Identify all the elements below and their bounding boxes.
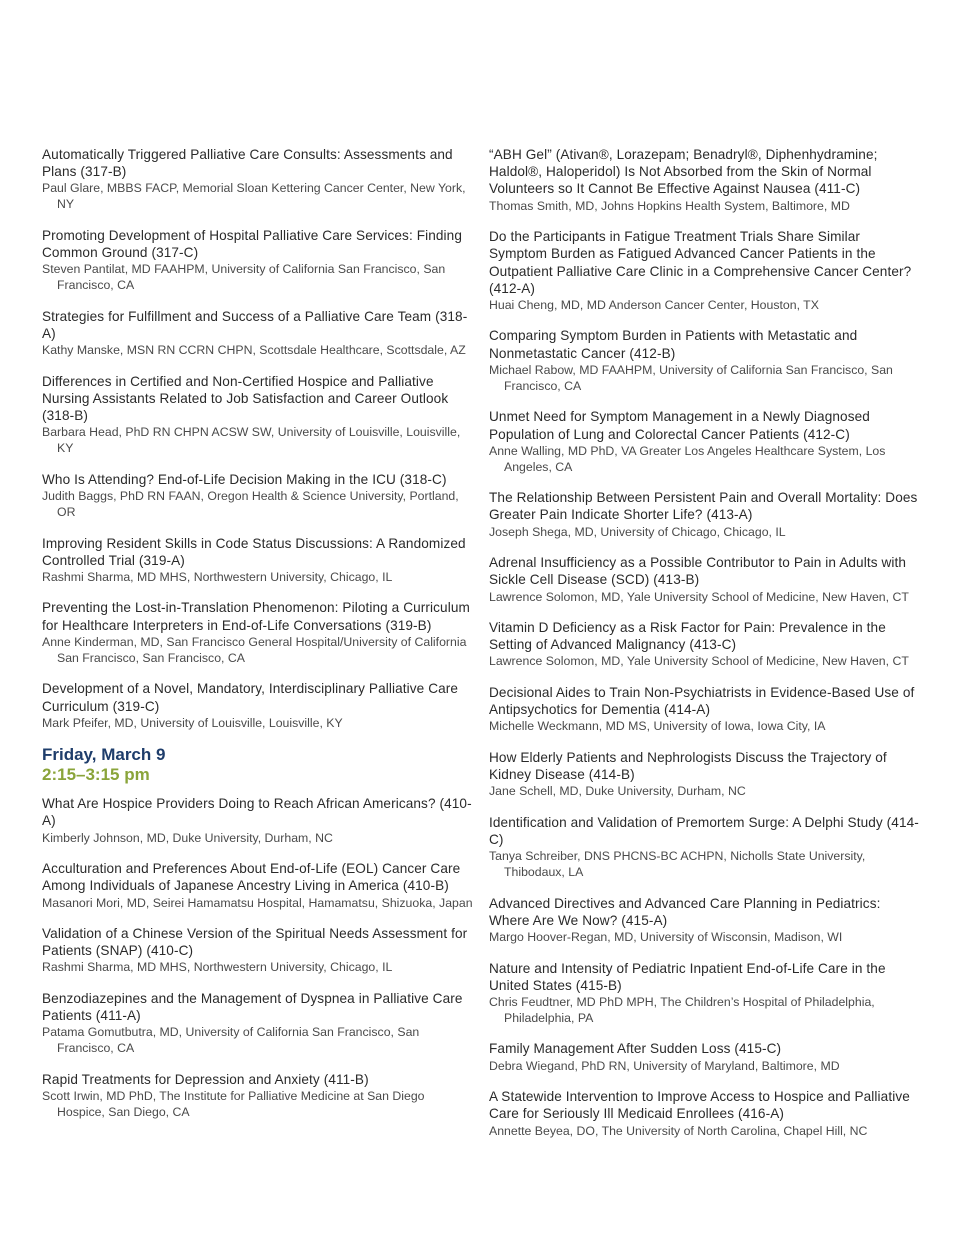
entry-author: Margo Hoover-Regan, MD, University of Wisconsin, Madison, WI: [489, 930, 843, 945]
entry-author: Mark Pfeifer, MD, University of Louisville, Louisville, KY: [42, 715, 343, 730]
entry-title: Decisional Aides to Train Non-Psychiatrists in Evidence-Based Use of Antipsychotics for Dementia (414-A): [489, 684, 915, 718]
entry-author: Lawrence Solomon, MD, Yale University School of Medicine, New Haven, CT: [489, 654, 909, 669]
session-entry: [42, 795, 474, 845]
entry-author: Huai Cheng, MD, MD Anderson Cancer Center, Houston, TX: [489, 297, 819, 312]
session-entry: [489, 749, 921, 799]
session-entry: [42, 227, 474, 293]
session-entry: [42, 990, 474, 1056]
entry-author: Barbara Head, PhD RN CHPN ACSW SW, University of Louisville, Louisville, KY: [42, 425, 461, 456]
entry-author: Judith Baggs, PhD RN FAAN, Oregon Health & Science University, Portland, OR: [42, 489, 459, 520]
session-entry: [42, 680, 474, 730]
session-entry: [489, 619, 921, 669]
session-entry: [489, 228, 921, 313]
left-column: [42, 146, 474, 1135]
session-entry: [489, 408, 921, 474]
entry-author: Steven Pantilat, MD FAAHPM, University of California San Francisco, San Francisco, CA: [42, 262, 446, 293]
entry-title: Strategies for Fulfillment and Success of a Palliative Care Team (318-A): [42, 308, 468, 342]
entry-title: Development of a Novel, Mandatory, Interdisciplinary Palliative Care Curriculum (319-C): [42, 681, 459, 714]
entry-author: Annette Beyea, DO, The University of North Carolina, Chapel Hill, NC: [489, 1123, 868, 1138]
entry-title: Acculturation and Preferences About End-of-Life (EOL) Cancer Care Among Individuals of Japanese Ancestry Living in America (410-B): [42, 861, 461, 894]
entry-author: Anne Walling, MD PhD, VA Greater Los Angeles Healthcare System, Los Angeles, CA: [489, 443, 886, 474]
session-entry: [42, 308, 474, 358]
session-entry: [42, 146, 474, 212]
session-entry: [489, 146, 921, 214]
entries-after: [42, 795, 474, 1120]
session-time: 2:15–3:15 pm: [42, 765, 150, 785]
session-entry: [42, 1071, 474, 1120]
entry-author: Tanya Schreiber, DNS PHCNS-BC ACHPN, Nicholls State University, Thibodaux, LA: [489, 849, 866, 880]
entry-title: The Relationship Between Persistent Pain and Overall Mortality: Does Greater Pain Indicate Shorter Life? (413-A): [489, 490, 918, 523]
entry-author: Kathy Manske, MSN RN CCRN CHPN, Scottsdale Healthcare, Scottsdale, AZ: [42, 343, 466, 358]
entry-title: Identification and Validation of Premortem Surge: A Delphi Study (414-C): [489, 814, 919, 847]
entry-title: How Elderly Patients and Nephrologists Discuss the Trajectory of Kidney Disease (414-B): [489, 749, 887, 783]
entry-author: Masanori Mori, MD, Seirei Hamamatsu Hospital, Hamamatsu, Shizuoka, Japan: [42, 895, 473, 910]
entry-author: Lawrence Solomon, MD, Yale University School of Medicine, New Haven, CT: [489, 589, 909, 604]
entry-title: Adrenal Insufficiency as a Possible Contributor to Pain in Adults with Sickle Cell Disease (SCD) (413-B): [489, 555, 907, 588]
session-entry: [489, 895, 921, 945]
session-day: Friday, March 9: [42, 745, 166, 765]
session-entry: [42, 471, 474, 520]
entry-title: Family Management After Sudden Loss (415-C): [489, 1041, 782, 1057]
session-entry: [489, 814, 921, 880]
entry-title: A Statewide Intervention to Improve Access to Hospice and Palliative Care for Seriously Ill Medicaid Enrollees (416-A): [489, 1089, 910, 1122]
entry-author: Joseph Shega, MD, University of Chicago, Chicago, IL: [489, 524, 786, 539]
entry-author: Kimberly Johnson, MD, Duke University, Durham, NC: [42, 830, 333, 845]
entry-title: Promoting Development of Hospital Palliative Care Services: Finding Common Ground (317-C): [42, 227, 462, 261]
session-entry: [42, 925, 474, 975]
entry-author: Scott Irwin, MD PhD, The Institute for Palliative Medicine at San Diego Hospice, San Diego, CA: [42, 1089, 425, 1120]
right-column: [489, 146, 921, 1153]
entry-title: Improving Resident Skills in Code Status Discussions: A Randomized Controlled Trial (319-A): [42, 535, 466, 568]
entry-author: Patama Gomutbutra, MD, University of California San Francisco, San Francisco, CA: [42, 1025, 420, 1056]
entry-author: Jane Schell, MD, Duke University, Durham, NC: [489, 784, 746, 799]
session-entry: [42, 373, 474, 457]
session-entry: [489, 327, 921, 393]
entry-title: Nature and Intensity of Pediatric Inpatient End-of-Life Care in the United States (415-B): [489, 960, 886, 993]
entry-author: Michelle Weckmann, MD MS, University of Iowa, Iowa City, IA: [489, 719, 826, 734]
session-entry: [42, 535, 474, 585]
entry-title: Comparing Symptom Burden in Patients with Metastatic and Nonmetastatic Cancer (412-B): [489, 328, 858, 361]
entry-title: What Are Hospice Providers Doing to Reach African Americans? (410-A): [42, 796, 472, 829]
entry-title: “ABH Gel” (Ativan®, Lorazepam; Benadryl®, Diphenhydramine; Haldol®, Haloperidol) Is Not Absorbed from the Skin of Normal Volunteers so It Cannot Be Effective Against Nausea (411-C): [489, 147, 878, 197]
entry-author: Thomas Smith, MD, Johns Hopkins Health System, Baltimore, MD: [489, 198, 850, 213]
entry-title: Who Is Attending? End-of-Life Decision Making in the ICU (318-C): [42, 471, 447, 487]
entry-title: Do the Participants in Fatigue Treatment Trials Share Similar Symptom Burden as Fatigued Advanced Cancer Patients in the Outpatient Palliative Care Clinic in a Comprehensive Cancer Center? (412-A): [489, 229, 912, 296]
entry-title: Validation of a Chinese Version of the Spiritual Needs Assessment for Patients (SNAP) (410-C): [42, 926, 468, 959]
entry-author: Rashmi Sharma, MD MHS, Northwestern University, Chicago, IL: [42, 569, 393, 584]
entry-author: Michael Rabow, MD FAAHPM, University of California San Francisco, San Francisco, CA: [489, 362, 893, 393]
session-entry: [489, 489, 921, 539]
session-header: [42, 745, 474, 785]
session-entry: [42, 860, 474, 910]
entry-title: Advanced Directives and Advanced Care Planning in Pediatrics: Where Are We Now? (415-A): [489, 895, 881, 928]
entry-title: Differences in Certified and Non-Certified Hospice and Palliative Nursing Assistants Related to Job Satisfaction and Career Outlook (318-B): [42, 373, 449, 424]
entries-before: [42, 146, 474, 731]
entry-author: Rashmi Sharma, MD MHS, Northwestern University, Chicago, IL: [42, 960, 393, 975]
session-entry: [42, 599, 474, 665]
session-entry: [489, 1040, 921, 1073]
session-entry: [489, 554, 921, 604]
entry-title: Automatically Triggered Palliative Care Consults: Assessments and Plans (317-B): [42, 147, 453, 180]
entry-author: Anne Kinderman, MD, San Francisco General Hospital/University of California San Francisco, San Francisco, CA: [42, 634, 467, 665]
entry-title: Unmet Need for Symptom Management in a Newly Diagnosed Population of Lung and Colorectal Cancer Patients (412-C): [489, 409, 870, 442]
entry-author: Paul Glare, MBBS FACP, Memorial Sloan Kettering Cancer Center, New York, NY: [42, 181, 466, 212]
session-entry: [489, 960, 921, 1026]
entry-title: Preventing the Lost-in-Translation Phenomenon: Piloting a Curriculum for Healthcare Interpreters in End-of-Life Conversations (319-B): [42, 600, 470, 633]
entry-title: Vitamin D Deficiency as a Risk Factor for Pain: Prevalence in the Setting of Advanced Malignancy (413-C): [489, 620, 886, 653]
session-entry: [489, 684, 921, 734]
entry-title: Rapid Treatments for Depression and Anxiety (411-B): [42, 1071, 369, 1087]
entry-author: Chris Feudtner, MD PhD MPH, The Children’s Hospital of Philadelphia, Philadelphia, PA: [489, 994, 875, 1025]
entry-title: Benzodiazepines and the Management of Dyspnea in Palliative Care Patients (411-A): [42, 990, 463, 1024]
entry-author: Debra Wiegand, PhD RN, University of Maryland, Baltimore, MD: [489, 1058, 840, 1073]
session-entry: [489, 1088, 921, 1138]
